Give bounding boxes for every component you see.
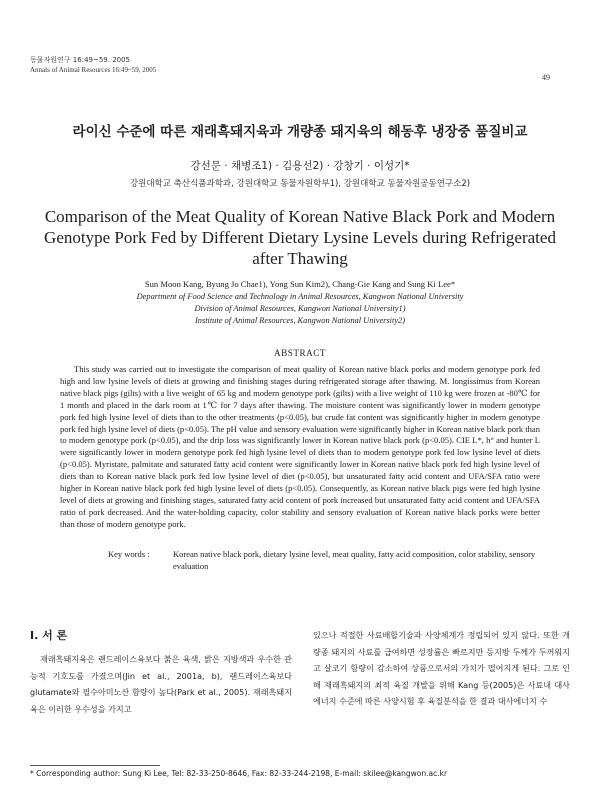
abstract-heading: ABSTRACT: [274, 348, 326, 358]
abstract-body: This study was carried out to investigate the comparison of meat quality of Korean native black porks and modern genotype pork fed high and low lysine levels of diets at growing and finishing stages during refrigerated storage after thawing. M. longissimus from Korean native black pigs (gilts) with a live weight of 65 kg and modern genotype pork (gilts) with a live weight of 110 kg were frozen at -80℃ for 1 month and placed in the dark room at 1℃ for 7 days after thawing. The moisture content was significantly lower in modern genotype pork fed high lysine level of diets than to the other treatments (p<0.05), but crude fat content was significantly higher in modern genotype pork fed high lysine level of diets (p<0.05). The pH value and sensory evaluation were significantly higher in Korean native black pork than to modern genotype pork (p<0.05), and the drip loss was significantly lower in Korean native black pork (p<0.05). CIE L*, h° and hunter L were significantly lower in modern genotype pork fed high lysine level of diets than to modern genotype pork fed low lysine level of diets (p<0.05). Myristate, palmitate and saturated fatty acid content were significantly lower in Korean native black pork fed high lysine level of diets than to Korean native black pork fed low lysine level of diet (p<0.05), but unsaturated fatty acid content and UFA/SFA ratio were higher in Korean native black pork fed high lysine level of diets (p<0.05). Consequently, as Korean native black pigs were fed high lysine level of diets at growing and finishing stages, saturated fatty acid content of pork increased but unsaturated fatty acid content and UFA/SFA ratio of pork decreased. And the water-holding capacity, color stability and sensory evaluation of Korean native black porks were better than those of modern genotype pork.: [60, 364, 540, 529]
section-heading-introduction: Ⅰ. 서 론: [30, 629, 68, 642]
affiliation-english-2: Division of Animal Resources, Kangwon National University1): [194, 304, 406, 313]
affiliations-korean: 강원대학교 축산식품과학과, 강원대학교 동물자원학부1), 강원대학교 동물자원공동연구소2): [129, 179, 471, 189]
authors-korean: 강선문 · 채병조1) · 김용선2) · 강창기 · 이성기*: [190, 160, 410, 172]
journal-citation-english: Annals of Animal Resources 16:49~59, 2005: [30, 66, 157, 74]
introduction-right-column: 있으나 적절한 사료배합기술과 사양체계가 정립되어 있지 않다. 또한 개량종 돼지의 사료를 급여하면 성장률은 빠르지만 등지방 두께가 두꺼워지고 살코기 함량이 감소하여 상품으로서의 가치가 떨어지게 된다. 그로 인해 재래흑돼지의 최적 육질 개발을 위해 Kang 등(2005)은 사료내 대사에너지 수준에 따른 사양시험 후 육질분석을 한 결과 대사에너지 수: [313, 630, 570, 707]
affiliation-english-1: Department of Food Science and Technology in Animal Resources, Kangwon National University: [136, 292, 464, 301]
page-number: 49: [542, 73, 550, 82]
keywords-label: Key words :: [108, 549, 150, 559]
introduction-left-column: 재래흑돼지육은 랜드레이스육보다 붉은 육색, 밝은 지방색과 우수한 관능적 기호도를 가졌으며(Jin et al., 2001a, b), 랜드레이스육보다 glutamate와 필수아미노산 함량이 높다(Park et al., 2005). 재래흑돼지육은 이러한 우수성을 가지고: [30, 654, 292, 714]
title-korean: 라이신 수준에 따른 재래흑돼지육과 개량종 돼지육의 해동후 냉장중 품질비교: [72, 124, 528, 140]
corresponding-author-footnote: * Corresponding author: Sung Ki Lee, Tel: 82-33-250-8646, Fax: 82-33-244-2198, E-mail: skilee@kangwon.ac.kr: [30, 769, 448, 778]
journal-citation-korean: 동물자원연구 16:49~59. 2005: [30, 56, 131, 64]
footnote-divider: [30, 765, 160, 766]
keywords: [108, 548, 540, 572]
title-english: Comparison of the Meat Quality of Korean Native Black Pork and Modern Genotype Pork Fed by Different Dietary Lysine Levels during Refrigerated after Thawing: [44, 207, 556, 268]
affiliation-english-3: Institute of Animal Resources, Kangwon National University2): [194, 316, 406, 325]
keywords-text: Korean native black pork, dietary lysine level, meat quality, fatty acid composition, color stability, sensory evaluation: [173, 549, 536, 571]
authors-english: Sun Moon Kang, Byung Jo Chae1), Yong Sun Kim2), Chang-Gie Kang and Sung Ki Lee*: [144, 279, 456, 289]
